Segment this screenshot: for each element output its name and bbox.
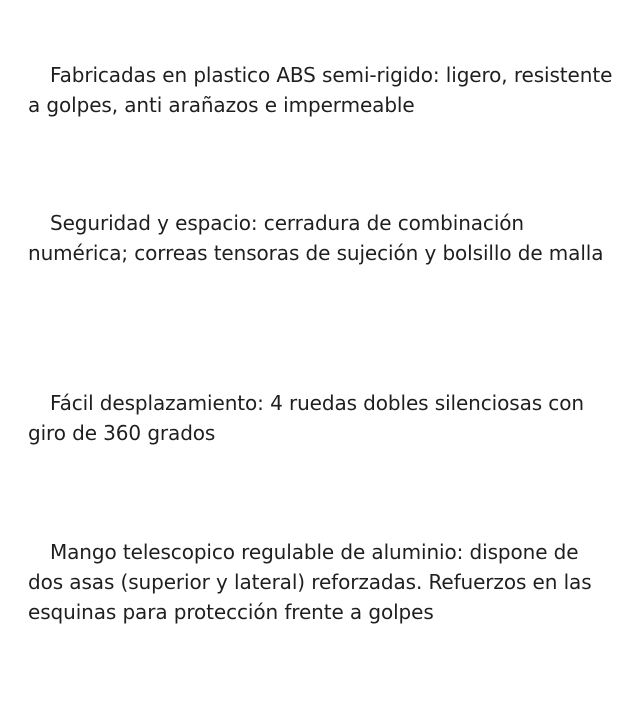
feature-handle: Mango telescopico regulable de aluminio: dispone de dos asas (superior y lateral) reforzadas. Refuerzos en las esquinas para protección frente a golpes xyxy=(28,540,592,624)
feature-material: Fabricadas en plastico ABS semi-rigido: ligero, resistente a golpes, anti arañazos e impermeable xyxy=(28,63,613,117)
feature-wheels: Fácil desplazamiento: 4 ruedas dobles silenciosas con giro de 360 grados xyxy=(28,391,584,445)
feature-security: Seguridad y espacio: cerradura de combinación numérica; correas tensoras de sujeción y bolsillo de malla xyxy=(28,211,604,265)
